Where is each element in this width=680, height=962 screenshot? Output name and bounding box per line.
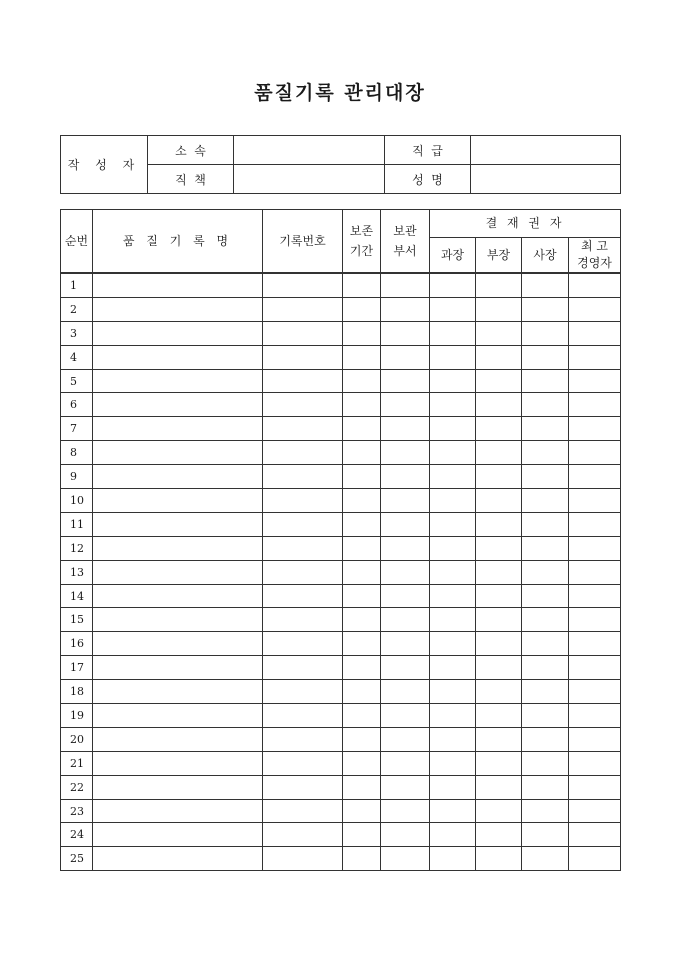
ceo-sign-cell[interactable]: [569, 465, 621, 489]
record-name-cell[interactable]: [93, 393, 263, 417]
director-sign-cell[interactable]: [476, 417, 522, 441]
header-ceo-line2: 경영자: [577, 256, 612, 270]
table-row: [61, 297, 621, 321]
director-sign-cell[interactable]: [476, 489, 522, 513]
record-name-cell[interactable]: [93, 751, 263, 775]
row-number: 10: [61, 489, 93, 513]
dept-cell[interactable]: [381, 345, 430, 369]
dept-cell[interactable]: [381, 536, 430, 560]
manager-sign-cell[interactable]: [430, 297, 476, 321]
row-number: 14: [61, 584, 93, 608]
row-number: 21: [61, 751, 93, 775]
president-sign-cell[interactable]: [522, 536, 569, 560]
manager-sign-cell[interactable]: [430, 799, 476, 823]
ceo-sign-cell[interactable]: [569, 345, 621, 369]
ceo-sign-cell[interactable]: [569, 489, 621, 513]
table-row: [61, 345, 621, 369]
row-number: 8: [61, 441, 93, 465]
dept-cell[interactable]: [381, 465, 430, 489]
position-label: 직 책: [148, 165, 234, 194]
retention-cell[interactable]: [343, 632, 381, 656]
table-row: [61, 727, 621, 751]
retention-cell[interactable]: [343, 727, 381, 751]
manager-sign-cell[interactable]: [430, 393, 476, 417]
header-ceo: [569, 238, 621, 274]
table-row: [61, 584, 621, 608]
dept-cell[interactable]: [381, 321, 430, 345]
record-name-cell[interactable]: [93, 273, 263, 297]
retention-cell[interactable]: [343, 847, 381, 871]
manager-sign-cell[interactable]: [430, 775, 476, 799]
record-no-cell[interactable]: [263, 799, 343, 823]
ceo-sign-cell[interactable]: [569, 680, 621, 704]
row-number: 1: [61, 273, 93, 297]
table-row: [61, 536, 621, 560]
grade-field[interactable]: [471, 136, 621, 165]
retention-cell[interactable]: [343, 823, 381, 847]
table-row: [61, 321, 621, 345]
director-sign-cell[interactable]: [476, 297, 522, 321]
dept-cell[interactable]: [381, 775, 430, 799]
row-number: 12: [61, 536, 93, 560]
record-name-cell[interactable]: [93, 465, 263, 489]
record-no-cell[interactable]: [263, 751, 343, 775]
row-number: 16: [61, 632, 93, 656]
row-number: 4: [61, 345, 93, 369]
table-row: [61, 512, 621, 536]
record-no-cell[interactable]: [263, 441, 343, 465]
director-sign-cell[interactable]: [476, 512, 522, 536]
ceo-sign-cell[interactable]: [569, 799, 621, 823]
header-approvers: 결 재 권 자: [430, 210, 621, 238]
header-manager: 과장: [430, 238, 476, 274]
row-number: 7: [61, 417, 93, 441]
manager-sign-cell[interactable]: [430, 727, 476, 751]
position-field[interactable]: [234, 165, 385, 194]
dept-cell[interactable]: [381, 799, 430, 823]
director-sign-cell[interactable]: [476, 560, 522, 584]
record-no-cell[interactable]: [263, 680, 343, 704]
ceo-sign-cell[interactable]: [569, 560, 621, 584]
president-sign-cell[interactable]: [522, 465, 569, 489]
dept-cell[interactable]: [381, 393, 430, 417]
record-no-cell[interactable]: [263, 321, 343, 345]
president-sign-cell[interactable]: [522, 656, 569, 680]
retention-cell[interactable]: [343, 680, 381, 704]
retention-cell[interactable]: [343, 297, 381, 321]
president-sign-cell[interactable]: [522, 727, 569, 751]
manager-sign-cell[interactable]: [430, 321, 476, 345]
director-sign-cell[interactable]: [476, 345, 522, 369]
manager-sign-cell[interactable]: [430, 536, 476, 560]
dept-cell[interactable]: [381, 632, 430, 656]
ceo-sign-cell[interactable]: [569, 775, 621, 799]
director-sign-cell[interactable]: [476, 536, 522, 560]
manager-sign-cell[interactable]: [430, 489, 476, 513]
retention-cell[interactable]: [343, 489, 381, 513]
president-sign-cell[interactable]: [522, 823, 569, 847]
table-row: [61, 417, 621, 441]
retention-cell[interactable]: [343, 345, 381, 369]
retention-cell[interactable]: [343, 441, 381, 465]
header-retention: [343, 210, 381, 274]
author-label: 작 성 자: [61, 136, 148, 194]
row-number: 3: [61, 321, 93, 345]
president-sign-cell[interactable]: [522, 297, 569, 321]
dept-cell[interactable]: [381, 680, 430, 704]
table-row: [61, 656, 621, 680]
dept-cell[interactable]: [381, 727, 430, 751]
table-row: [61, 680, 621, 704]
director-sign-cell[interactable]: [476, 727, 522, 751]
record-name-cell[interactable]: [93, 775, 263, 799]
header-record-no: 기록번호: [263, 210, 343, 274]
director-sign-cell[interactable]: [476, 823, 522, 847]
president-sign-cell[interactable]: [522, 608, 569, 632]
president-sign-cell[interactable]: [522, 273, 569, 297]
header-dept-line1: 보관: [393, 224, 417, 238]
manager-sign-cell[interactable]: [430, 751, 476, 775]
manager-sign-cell[interactable]: [430, 345, 476, 369]
record-no-cell[interactable]: [263, 584, 343, 608]
row-number: 23: [61, 799, 93, 823]
dept-cell[interactable]: [381, 584, 430, 608]
manager-sign-cell[interactable]: [430, 417, 476, 441]
row-number: 11: [61, 512, 93, 536]
manager-sign-cell[interactable]: [430, 273, 476, 297]
dept-cell[interactable]: [381, 704, 430, 728]
director-sign-cell[interactable]: [476, 751, 522, 775]
table-row: [61, 608, 621, 632]
dept-cell[interactable]: [381, 512, 430, 536]
page-title: 품질기록 관리대장: [254, 82, 426, 104]
ceo-sign-cell[interactable]: [569, 273, 621, 297]
dept-cell[interactable]: [381, 560, 430, 584]
record-name-cell[interactable]: [93, 799, 263, 823]
row-number: 18: [61, 680, 93, 704]
record-name-cell[interactable]: [93, 489, 263, 513]
director-sign-cell[interactable]: [476, 632, 522, 656]
retention-cell[interactable]: [343, 608, 381, 632]
record-no-cell[interactable]: [263, 393, 343, 417]
row-number: 9: [61, 465, 93, 489]
record-name-cell[interactable]: [93, 704, 263, 728]
president-sign-cell[interactable]: [522, 775, 569, 799]
record-name-cell[interactable]: [93, 369, 263, 393]
ceo-sign-cell[interactable]: [569, 704, 621, 728]
director-sign-cell[interactable]: [476, 608, 522, 632]
record-name-cell[interactable]: [93, 727, 263, 751]
record-no-cell[interactable]: [263, 417, 343, 441]
ceo-sign-cell[interactable]: [569, 584, 621, 608]
header-retention-line1: 보존: [349, 224, 374, 238]
record-name-cell[interactable]: [93, 512, 263, 536]
ceo-sign-cell[interactable]: [569, 656, 621, 680]
dept-cell[interactable]: [381, 273, 430, 297]
record-no-cell[interactable]: [263, 297, 343, 321]
director-sign-cell[interactable]: [476, 465, 522, 489]
director-sign-cell[interactable]: [476, 393, 522, 417]
record-name-cell[interactable]: [93, 321, 263, 345]
ceo-sign-cell[interactable]: [569, 847, 621, 871]
director-sign-cell[interactable]: [476, 369, 522, 393]
president-sign-cell[interactable]: [522, 512, 569, 536]
name-label: 성 명: [385, 165, 471, 194]
header-record-name: 품 질 기 록 명: [93, 210, 263, 274]
record-name-cell[interactable]: [93, 656, 263, 680]
record-name-cell[interactable]: [93, 345, 263, 369]
president-sign-cell[interactable]: [522, 751, 569, 775]
president-sign-cell[interactable]: [522, 632, 569, 656]
record-name-cell[interactable]: [93, 536, 263, 560]
row-number: 5: [61, 369, 93, 393]
retention-cell[interactable]: [343, 584, 381, 608]
header-retention-line2: 기간: [349, 244, 374, 258]
manager-sign-cell[interactable]: [430, 465, 476, 489]
retention-cell[interactable]: [343, 465, 381, 489]
retention-cell[interactable]: [343, 656, 381, 680]
manager-sign-cell[interactable]: [430, 704, 476, 728]
manager-sign-cell[interactable]: [430, 656, 476, 680]
record-no-cell[interactable]: [263, 775, 343, 799]
record-no-cell[interactable]: [263, 823, 343, 847]
president-sign-cell[interactable]: [522, 799, 569, 823]
president-sign-cell[interactable]: [522, 489, 569, 513]
row-number: 22: [61, 775, 93, 799]
header-seq: 순번: [61, 210, 93, 274]
row-number: 15: [61, 608, 93, 632]
president-sign-cell[interactable]: [522, 584, 569, 608]
director-sign-cell[interactable]: [476, 273, 522, 297]
table-row: [61, 273, 621, 297]
director-sign-cell[interactable]: [476, 799, 522, 823]
manager-sign-cell[interactable]: [430, 512, 476, 536]
row-number: 17: [61, 656, 93, 680]
table-row: [61, 393, 621, 417]
record-no-cell[interactable]: [263, 560, 343, 584]
dept-cell[interactable]: [381, 369, 430, 393]
record-no-cell[interactable]: [263, 536, 343, 560]
ceo-sign-cell[interactable]: [569, 297, 621, 321]
record-name-cell[interactable]: [93, 417, 263, 441]
ceo-sign-cell[interactable]: [569, 512, 621, 536]
director-sign-cell[interactable]: [476, 680, 522, 704]
president-sign-cell[interactable]: [522, 321, 569, 345]
grade-label: 직 급: [385, 136, 471, 165]
record-name-cell[interactable]: [93, 584, 263, 608]
record-name-cell[interactable]: [93, 680, 263, 704]
table-row: [61, 441, 621, 465]
president-sign-cell[interactable]: [522, 345, 569, 369]
row-number: 25: [61, 847, 93, 871]
record-name-cell[interactable]: [93, 632, 263, 656]
president-sign-cell[interactable]: [522, 369, 569, 393]
header-dept-line2: 부서: [393, 244, 417, 258]
retention-cell[interactable]: [343, 704, 381, 728]
table-row: [61, 775, 621, 799]
ceo-sign-cell[interactable]: [569, 393, 621, 417]
director-sign-cell[interactable]: [476, 321, 522, 345]
retention-cell[interactable]: [343, 369, 381, 393]
table-row: [61, 751, 621, 775]
retention-cell[interactable]: [343, 417, 381, 441]
table-row: [61, 632, 621, 656]
retention-cell[interactable]: [343, 775, 381, 799]
dept-cell[interactable]: [381, 823, 430, 847]
president-sign-cell[interactable]: [522, 847, 569, 871]
director-sign-cell[interactable]: [476, 775, 522, 799]
affiliation-label: 소 속: [148, 136, 234, 165]
manager-sign-cell[interactable]: [430, 823, 476, 847]
record-rows: [61, 273, 621, 871]
record-no-cell[interactable]: [263, 345, 343, 369]
author-info-table: [60, 135, 621, 194]
manager-sign-cell[interactable]: [430, 584, 476, 608]
manager-sign-cell[interactable]: [430, 847, 476, 871]
record-no-cell[interactable]: [263, 608, 343, 632]
dept-cell[interactable]: [381, 751, 430, 775]
president-sign-cell[interactable]: [522, 417, 569, 441]
dept-cell[interactable]: [381, 656, 430, 680]
header-dept: [381, 210, 430, 274]
record-no-cell[interactable]: [263, 369, 343, 393]
retention-cell[interactable]: [343, 536, 381, 560]
table-row: [61, 704, 621, 728]
dept-cell[interactable]: [381, 489, 430, 513]
manager-sign-cell[interactable]: [430, 632, 476, 656]
ceo-sign-cell[interactable]: [569, 417, 621, 441]
dept-cell[interactable]: [381, 417, 430, 441]
retention-cell[interactable]: [343, 393, 381, 417]
row-number: 20: [61, 727, 93, 751]
row-number: 13: [61, 560, 93, 584]
record-no-cell[interactable]: [263, 632, 343, 656]
table-row: [61, 489, 621, 513]
manager-sign-cell[interactable]: [430, 680, 476, 704]
dept-cell[interactable]: [381, 847, 430, 871]
ceo-sign-cell[interactable]: [569, 536, 621, 560]
manager-sign-cell[interactable]: [430, 369, 476, 393]
table-row: [61, 465, 621, 489]
header-ceo-line1: 최 고: [581, 239, 608, 253]
manager-sign-cell[interactable]: [430, 608, 476, 632]
record-name-cell[interactable]: [93, 441, 263, 465]
header-president: 사장: [522, 238, 569, 274]
record-no-cell[interactable]: [263, 727, 343, 751]
name-field[interactable]: [471, 165, 621, 194]
row-number: 19: [61, 704, 93, 728]
retention-cell[interactable]: [343, 560, 381, 584]
record-no-cell[interactable]: [263, 847, 343, 871]
table-row: [61, 799, 621, 823]
record-name-cell[interactable]: [93, 823, 263, 847]
retention-cell[interactable]: [343, 799, 381, 823]
row-number: 6: [61, 393, 93, 417]
record-no-cell[interactable]: [263, 656, 343, 680]
director-sign-cell[interactable]: [476, 656, 522, 680]
president-sign-cell[interactable]: [522, 393, 569, 417]
retention-cell[interactable]: [343, 273, 381, 297]
dept-cell[interactable]: [381, 297, 430, 321]
record-no-cell[interactable]: [263, 512, 343, 536]
table-row: [61, 369, 621, 393]
quality-record-table: [60, 209, 621, 871]
manager-sign-cell[interactable]: [430, 441, 476, 465]
record-no-cell[interactable]: [263, 704, 343, 728]
retention-cell[interactable]: [343, 321, 381, 345]
record-name-cell[interactable]: [93, 847, 263, 871]
ceo-sign-cell[interactable]: [569, 321, 621, 345]
president-sign-cell[interactable]: [522, 441, 569, 465]
record-no-cell[interactable]: [263, 465, 343, 489]
record-no-cell[interactable]: [263, 489, 343, 513]
header-director: 부장: [476, 238, 522, 274]
retention-cell[interactable]: [343, 751, 381, 775]
dept-cell[interactable]: [381, 608, 430, 632]
ceo-sign-cell[interactable]: [569, 608, 621, 632]
director-sign-cell[interactable]: [476, 847, 522, 871]
record-name-cell[interactable]: [93, 608, 263, 632]
row-number: 24: [61, 823, 93, 847]
table-row: [61, 560, 621, 584]
affiliation-field[interactable]: [234, 136, 385, 165]
ceo-sign-cell[interactable]: [569, 727, 621, 751]
row-number: 2: [61, 297, 93, 321]
ceo-sign-cell[interactable]: [569, 369, 621, 393]
record-name-cell[interactable]: [93, 297, 263, 321]
director-sign-cell[interactable]: [476, 441, 522, 465]
director-sign-cell[interactable]: [476, 704, 522, 728]
president-sign-cell[interactable]: [522, 560, 569, 584]
table-row: [61, 823, 621, 847]
record-name-cell[interactable]: [93, 560, 263, 584]
ceo-sign-cell[interactable]: [569, 823, 621, 847]
president-sign-cell[interactable]: [522, 680, 569, 704]
retention-cell[interactable]: [343, 512, 381, 536]
ceo-sign-cell[interactable]: [569, 632, 621, 656]
ceo-sign-cell[interactable]: [569, 441, 621, 465]
manager-sign-cell[interactable]: [430, 560, 476, 584]
ceo-sign-cell[interactable]: [569, 751, 621, 775]
director-sign-cell[interactable]: [476, 584, 522, 608]
table-row: [61, 847, 621, 871]
dept-cell[interactable]: [381, 441, 430, 465]
president-sign-cell[interactable]: [522, 704, 569, 728]
record-no-cell[interactable]: [263, 273, 343, 297]
